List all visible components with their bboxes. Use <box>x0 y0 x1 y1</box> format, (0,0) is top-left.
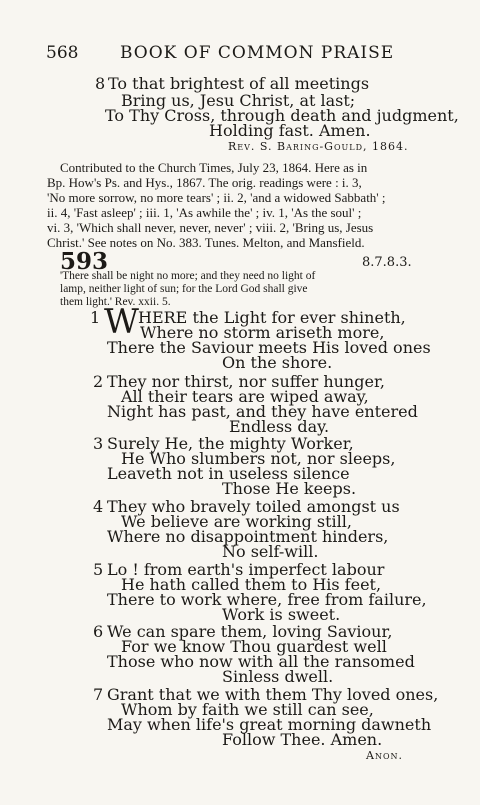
note-line: Bp. How's Ps. and Hys., 1867. The orig. readings were : i. 3, <box>47 175 362 190</box>
page-number: 568 <box>46 43 79 63</box>
verse-line: Whom by faith we still can see, <box>121 700 374 719</box>
verse-line: He Who slumbers not, nor sleeps, <box>121 449 396 468</box>
verse-line: HERE the Light for ever shineth, <box>138 308 406 327</box>
verse-number: 1 <box>90 308 101 327</box>
verse-line: They who bravely toiled amongst us <box>107 497 400 516</box>
verse-line: On the shore. <box>222 353 333 372</box>
verse-line: May when life's great morning dawneth <box>107 715 432 734</box>
verse-line: Night has past, and they have entered <box>107 402 418 421</box>
verse-line: Follow Thee. Amen. <box>222 730 383 749</box>
verse-number: 6 <box>93 622 104 641</box>
verse-line: Endless day. <box>229 417 330 436</box>
verse-number: 2 <box>93 372 104 391</box>
verse-line: For we know Thou guardest well <box>121 637 387 656</box>
epigraph-line: lamp, neither light of sun; for the Lord God shall give <box>60 283 308 295</box>
verse-line: We believe are working still, <box>121 512 352 531</box>
note-line: Christ.' See notes on No. 383. Tunes. Melton, and Mansfield. <box>47 235 365 250</box>
note-line: ii. 4, 'Fast asleep' ; iii. 1, 'As awhile the' ; iv. 1, 'As the soul' ; <box>47 205 362 220</box>
verse-line: Those He keeps. <box>222 479 357 498</box>
verse-line: To Thy Cross, through death and judgment, <box>105 106 459 125</box>
verse-line: There to work where, free from failure, <box>107 590 427 609</box>
verse-line: Where no storm ariseth more, <box>140 323 385 342</box>
verse-line: He hath called them to His feet, <box>121 575 382 594</box>
verse-line: Surely He, the mighty Worker, <box>107 434 354 453</box>
verse-line: Leaveth not in useless silence <box>107 464 350 483</box>
hymn-meter: 8.7.8.3. <box>362 255 412 270</box>
verse-line: Those who now with all the ransomed <box>107 652 415 671</box>
drop-cap: W <box>104 302 139 342</box>
epigraph-line: them light.' Rev. xxii. 5. <box>60 296 171 308</box>
verse-number: 3 <box>93 434 104 453</box>
verse-line: No self-will. <box>222 542 319 561</box>
verse-line: Grant that we with them Thy loved ones, <box>107 685 439 704</box>
hymn-number: 593 <box>60 248 109 275</box>
verse-line: They nor thirst, nor suffer hunger, <box>107 372 385 391</box>
verse-line: We can spare them, loving Saviour, <box>107 622 393 641</box>
verse-line: Sinless dwell. <box>222 667 334 686</box>
epigraph-line: 'There shall be night no more; and they need no light of <box>60 270 316 282</box>
note-line: 'No more sorrow, no more tears' ; ii. 2, 'and a widowed Sabbath' ; <box>47 190 386 205</box>
running-title: BOOK OF COMMON PRAISE <box>120 43 395 63</box>
verse-line: Where no disappointment hinders, <box>107 527 389 546</box>
verse-line: There the Saviour meets His loved ones <box>107 338 431 357</box>
verse-line: Lo ! from earth's imperfect labour <box>107 560 385 579</box>
verse-number: 5 <box>93 560 104 579</box>
verse-line: Bring us, Jesu Christ, at last; <box>121 91 356 110</box>
note-line: Contributed to the Church Times, July 23, 1864. Here as in <box>60 160 368 175</box>
verse-line: All their tears are wiped away, <box>121 387 369 406</box>
verse-number: 8 <box>95 74 106 93</box>
hymn-author: Anon. <box>366 749 403 762</box>
hymn-author: Rev. S. Baring-Gould, 1864. <box>228 140 409 153</box>
verse-line: Work is sweet. <box>222 605 341 624</box>
verse-number: 7 <box>93 685 104 704</box>
verse-line: To that brightest of all meetings <box>108 74 370 93</box>
note-line: vi. 3, 'Which shall never, never, never' ; viii. 2, 'Bring us, Jesus <box>47 220 374 235</box>
verse-line: Holding fast. Amen. <box>209 121 371 140</box>
verse-number: 4 <box>93 497 104 516</box>
